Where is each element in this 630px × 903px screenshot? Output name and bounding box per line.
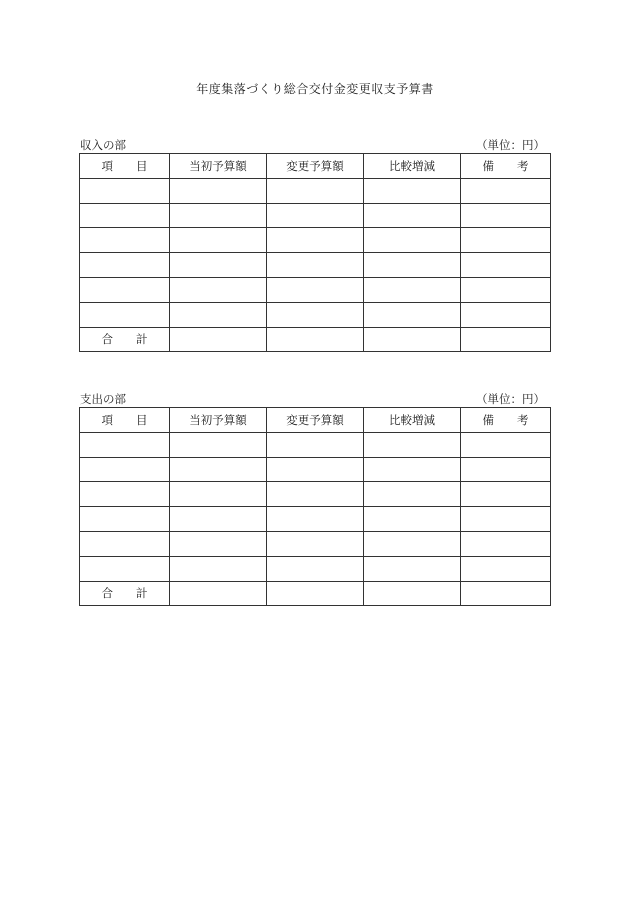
table-cell <box>80 253 170 278</box>
table-row <box>80 253 551 278</box>
table-cell <box>170 531 267 556</box>
table-cell <box>170 581 267 606</box>
table-cell <box>461 556 551 581</box>
table-row <box>80 457 551 482</box>
table-cell <box>170 432 267 457</box>
table-cell <box>461 482 551 507</box>
table-cell <box>170 277 267 302</box>
expense-unit-label: （単位：円） <box>476 392 545 406</box>
expense-table <box>79 407 551 606</box>
table-cell <box>80 482 170 507</box>
table-cell <box>80 178 170 203</box>
table-cell <box>80 531 170 556</box>
table-cell <box>80 507 170 532</box>
table-cell <box>364 507 461 532</box>
income-heading: 収入の部 <box>80 138 126 152</box>
income-total-row <box>80 327 551 352</box>
table-cell <box>267 457 364 482</box>
table-cell <box>170 327 267 352</box>
table-cell <box>364 581 461 606</box>
table-cell <box>80 556 170 581</box>
table-cell <box>461 228 551 253</box>
table-row <box>80 302 551 327</box>
income-section-header <box>79 137 551 153</box>
col-header-difference: 比較増減 <box>364 408 461 433</box>
table-cell <box>364 457 461 482</box>
table-cell <box>461 457 551 482</box>
table-cell <box>170 457 267 482</box>
col-header-item: 項 目 <box>80 154 170 179</box>
expense-total-label: 合 計 <box>80 581 170 606</box>
expense-section-header <box>79 391 551 407</box>
table-cell <box>364 327 461 352</box>
col-header-revised-budget: 変更予算額 <box>267 408 364 433</box>
table-row <box>80 228 551 253</box>
table-cell <box>267 277 364 302</box>
col-header-remarks: 備 考 <box>461 154 551 179</box>
table-cell <box>461 432 551 457</box>
table-row <box>80 556 551 581</box>
table-row <box>80 277 551 302</box>
table-cell <box>461 581 551 606</box>
document-title: 年度集落づくり総合交付金変更収支予算書 <box>196 82 434 96</box>
table-cell <box>461 178 551 203</box>
table-cell <box>80 302 170 327</box>
table-cell <box>461 302 551 327</box>
table-cell <box>364 432 461 457</box>
col-header-revised-budget: 変更予算額 <box>267 154 364 179</box>
table-cell <box>267 432 364 457</box>
col-header-difference: 比較増減 <box>364 154 461 179</box>
table-cell <box>170 203 267 228</box>
table-row <box>80 178 551 203</box>
income-section <box>79 137 551 352</box>
table-cell <box>80 457 170 482</box>
table-cell <box>267 507 364 532</box>
expense-section <box>79 391 551 606</box>
table-cell <box>267 302 364 327</box>
table-cell <box>80 203 170 228</box>
table-cell <box>364 228 461 253</box>
income-table <box>79 153 551 352</box>
col-header-initial-budget: 当初予算額 <box>170 408 267 433</box>
col-header-remarks: 備 考 <box>461 408 551 433</box>
table-row <box>80 482 551 507</box>
table-cell <box>364 302 461 327</box>
table-cell <box>461 203 551 228</box>
table-cell <box>364 277 461 302</box>
table-row <box>80 507 551 532</box>
table-cell <box>267 203 364 228</box>
table-cell <box>461 277 551 302</box>
table-cell <box>267 581 364 606</box>
table-cell <box>80 277 170 302</box>
table-cell <box>170 302 267 327</box>
table-cell <box>461 253 551 278</box>
expense-total-row <box>80 581 551 606</box>
table-cell <box>80 432 170 457</box>
table-cell <box>267 556 364 581</box>
table-cell <box>461 327 551 352</box>
table-cell <box>170 482 267 507</box>
col-header-item: 項 目 <box>80 408 170 433</box>
expense-heading: 支出の部 <box>80 392 126 406</box>
table-row <box>80 203 551 228</box>
col-header-initial-budget: 当初予算額 <box>170 154 267 179</box>
table-cell <box>267 327 364 352</box>
table-cell <box>364 482 461 507</box>
expense-header-row <box>80 408 551 433</box>
table-cell <box>170 253 267 278</box>
table-cell <box>364 531 461 556</box>
table-cell <box>170 178 267 203</box>
income-header-row <box>80 154 551 179</box>
income-unit-label: （単位：円） <box>476 138 545 152</box>
table-cell <box>364 253 461 278</box>
table-row <box>80 432 551 457</box>
table-cell <box>267 228 364 253</box>
table-cell <box>364 556 461 581</box>
table-cell <box>267 178 364 203</box>
table-cell <box>170 507 267 532</box>
table-cell <box>364 203 461 228</box>
table-cell <box>364 178 461 203</box>
table-cell <box>267 482 364 507</box>
income-total-label: 合 計 <box>80 327 170 352</box>
table-cell <box>170 228 267 253</box>
table-row <box>80 531 551 556</box>
table-cell <box>267 531 364 556</box>
table-cell <box>80 228 170 253</box>
table-cell <box>267 253 364 278</box>
table-cell <box>461 507 551 532</box>
table-cell <box>461 531 551 556</box>
table-cell <box>170 556 267 581</box>
